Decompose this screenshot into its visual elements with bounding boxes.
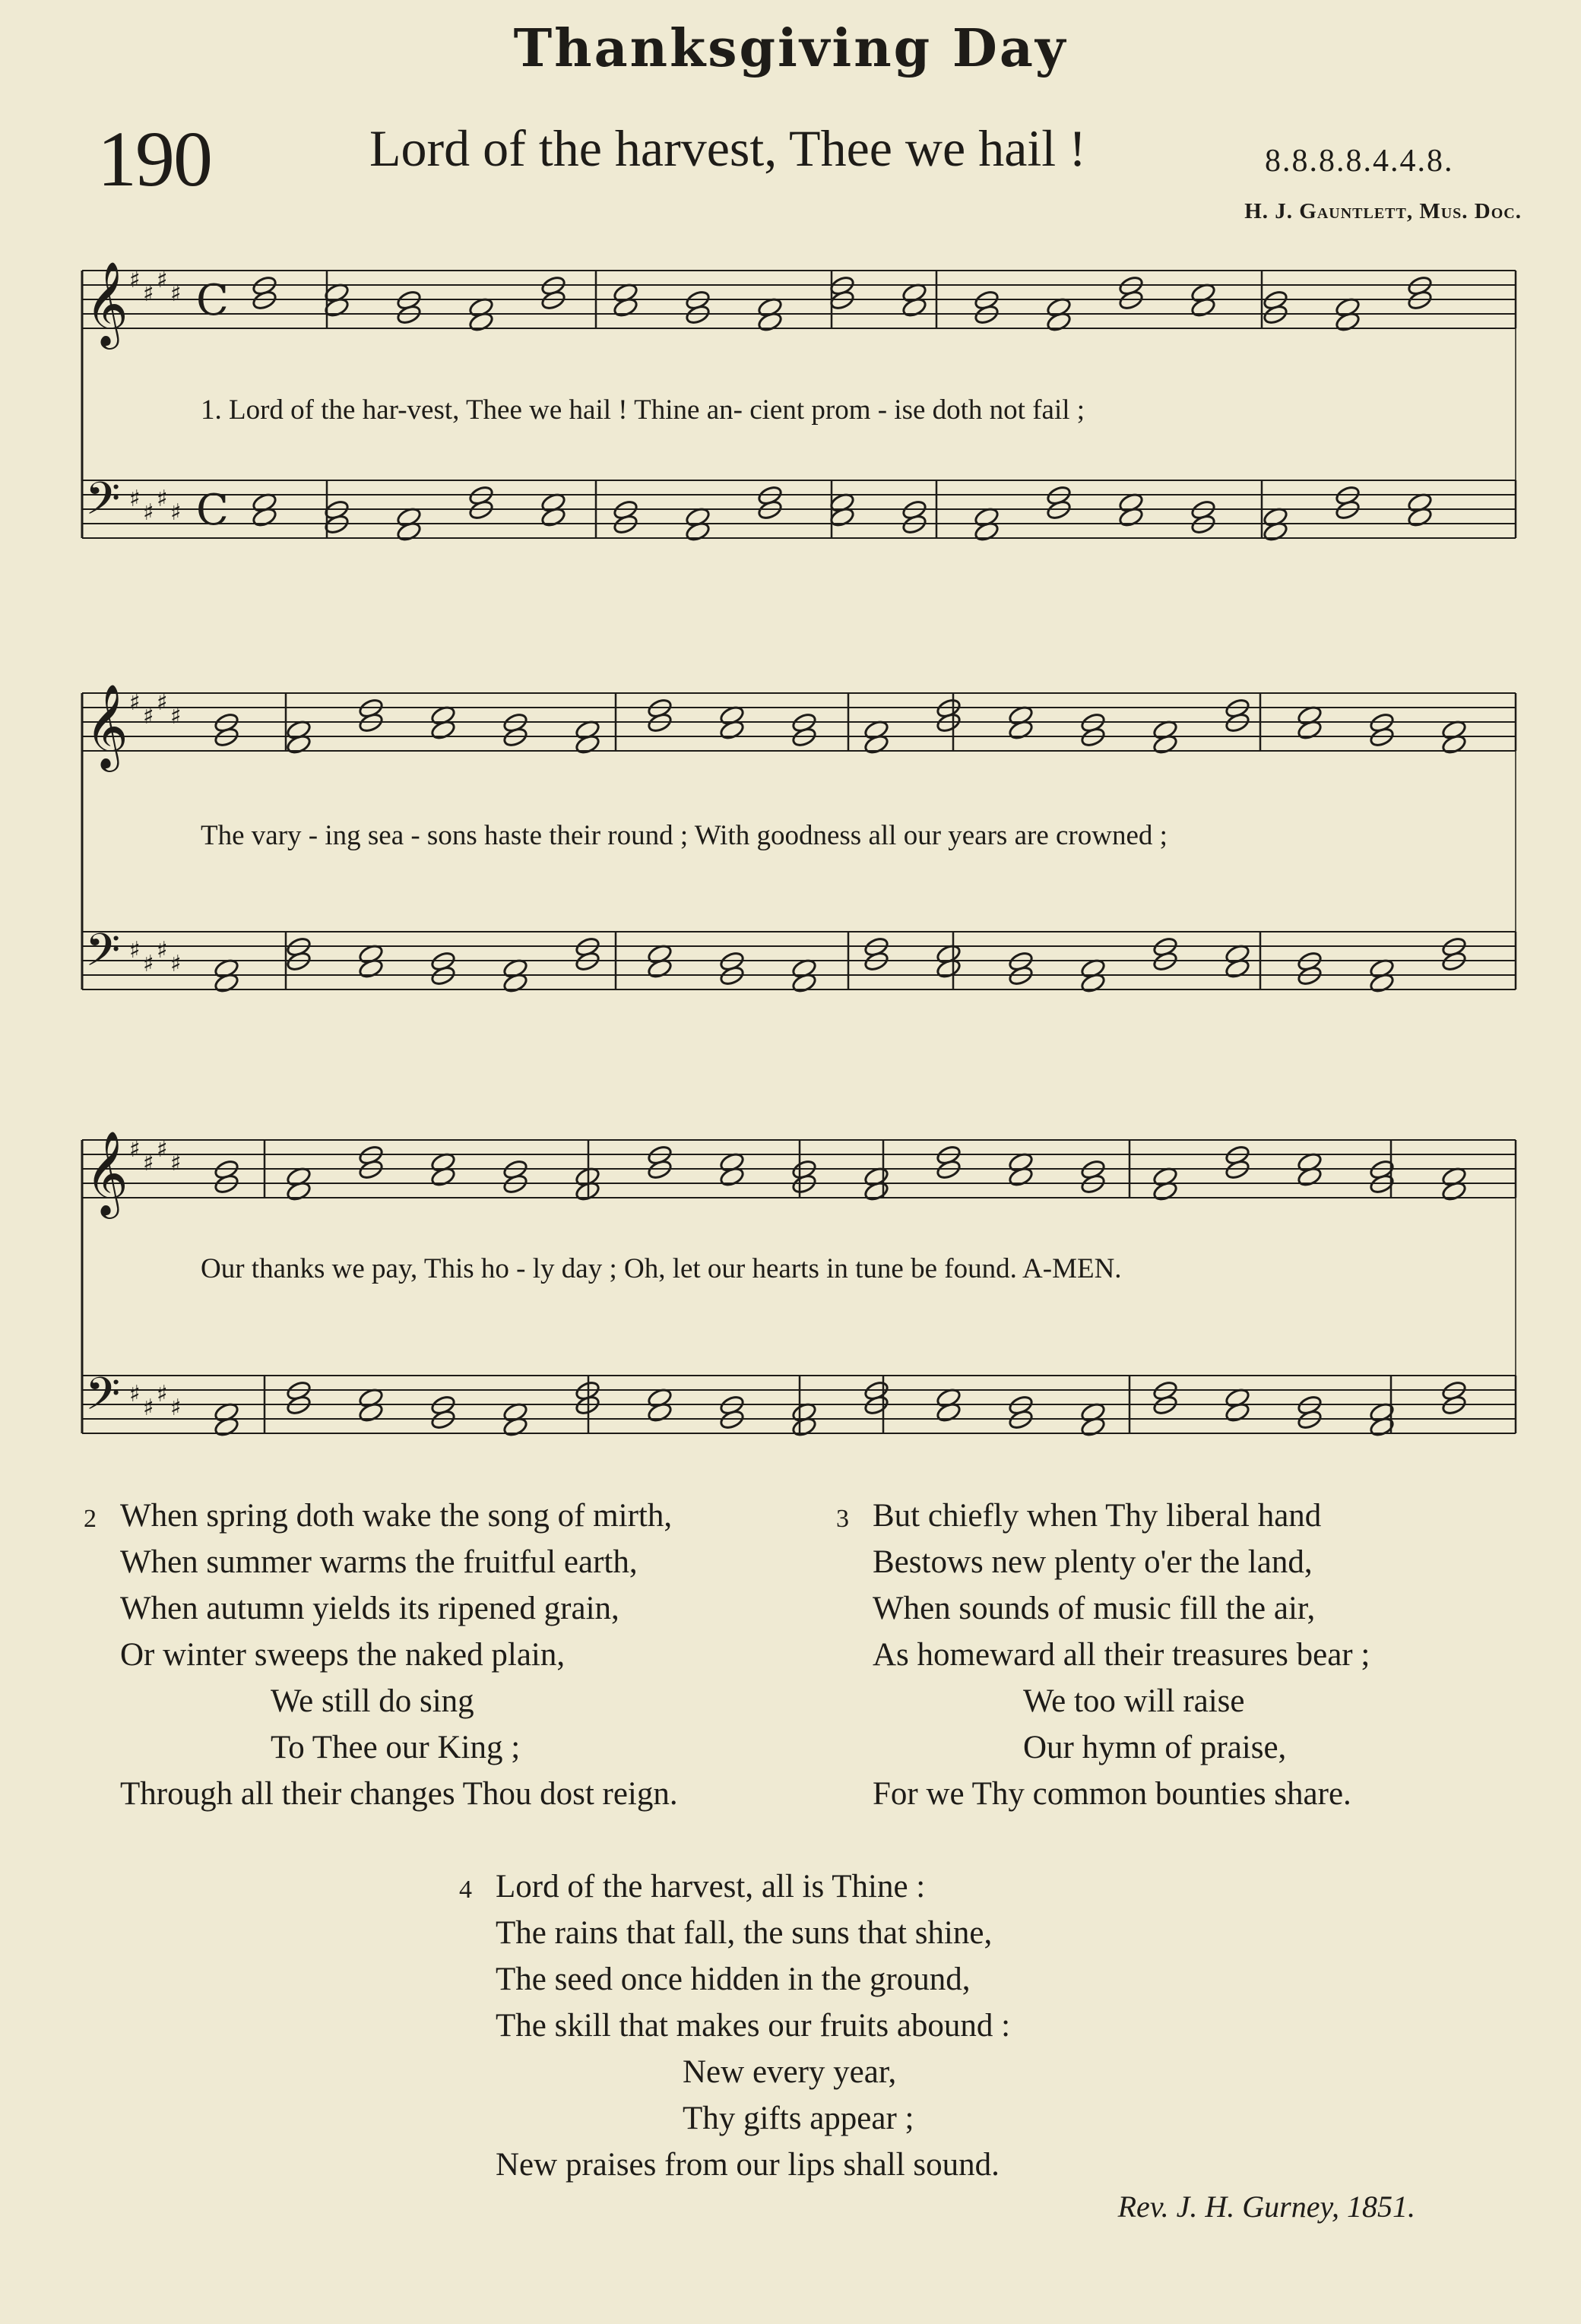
sharp-sign: ♯ [170,951,182,977]
verse-line: When summer warms the fruitful earth, [120,1544,638,1580]
composer-credit: H. J. Gauntlett, Mus. Doc. [1244,199,1522,223]
verse-number: 2 [84,1505,97,1533]
sharp-sign: ♯ [143,499,154,526]
score-lyric-line-2: The vary - ing sea - sons haste their round ; With goodness all our years are crowned ; [201,820,1168,851]
verse-line: But chiefly when Thy liberal hand [873,1498,1322,1534]
verse-3 [836,1493,1370,1817]
hymn-meter: 8.8.8.8.4.4.8. [1265,144,1454,179]
sharp-sign: ♯ [129,486,141,512]
verse-line: When sounds of music fill the air, [873,1591,1316,1626]
verse-line: Thy gifts appear ; [683,2101,914,2136]
verse-line: When spring doth wake the song of mirth, [120,1498,673,1534]
verse-2 [84,1493,678,1817]
sharp-sign: ♯ [170,703,182,730]
sharp-sign: ♯ [129,267,141,293]
sharp-sign: ♯ [170,280,182,307]
author-attribution: Rev. J. H. Gurney, 1851. [1117,2189,1415,2224]
sharp-sign: ♯ [143,1395,154,1421]
score-lyric-line-1: 1. Lord of the har-vest, Thee we hail ! Thine an- cient prom - ise doth not fail ; [201,394,1085,426]
verse-line: Or winter sweeps the naked plain, [120,1637,566,1673]
verse-line: New praises from our lips shall sound. [496,2147,1000,2183]
common-time: C [196,486,229,535]
sharp-sign: ♯ [157,1381,168,1407]
sharp-sign: ♯ [170,1150,182,1176]
treble-clef: 𝄞 [85,683,128,768]
verse-number: 4 [459,1876,472,1904]
verse-4 [459,1863,1011,2188]
bass-clef: 𝄢 [85,472,121,536]
bass-clef: 𝄢 [85,923,121,987]
verse-line: When autumn yields its ripened grain, [120,1591,619,1626]
sharp-sign: ♯ [143,951,154,977]
sharp-sign: ♯ [143,703,154,730]
sharp-sign: ♯ [170,499,182,526]
verse-line: Lord of the harvest, all is Thine : [496,1869,926,1904]
verse-line: To Thee our King ; [271,1730,521,1765]
sharp-sign: ♯ [157,486,168,512]
score-lyric-line-3: Our thanks we pay, This ho - ly day ; Oh, let our hearts in tune be found. A-MEN. [201,1253,1122,1284]
verse-number: 3 [836,1505,849,1533]
verse-line: Our hymn of praise, [1023,1730,1287,1765]
bass-clef: 𝄢 [85,1367,121,1431]
verse-line: As homeward all their treasures bear ; [873,1637,1370,1673]
sharp-sign: ♯ [129,689,141,716]
sharp-sign: ♯ [157,689,168,716]
hymn-number: 190 [97,116,211,203]
verse-line: We too will raise [1023,1683,1245,1719]
sharp-sign: ♯ [157,937,168,964]
verse-line: The skill that makes our fruits abound : [496,2008,1011,2044]
treble-clef: 𝄞 [85,261,128,346]
verse-line: New every year, [683,2054,897,2090]
verse-line: The seed once hidden in the ground, [496,1961,971,1997]
sharp-sign: ♯ [157,1136,168,1163]
sharp-sign: ♯ [129,937,141,964]
sharp-sign: ♯ [129,1136,141,1163]
sharp-sign: ♯ [157,267,168,293]
verse-line: The rains that fall, the suns that shine, [496,1915,993,1951]
treble-clef: 𝄞 [85,1130,128,1215]
verse-line: We still do sing [271,1683,474,1719]
verse-line: Bestows new plenty o'er the land, [873,1544,1313,1580]
hymn-title: Lord of the harvest, Thee we hail ! [369,119,1086,177]
verse-line: For we Thy common bounties share. [873,1776,1351,1812]
section-title: Thanksgiving Day [513,18,1068,79]
sharp-sign: ♯ [143,1150,154,1176]
sharp-sign: ♯ [170,1395,182,1421]
verse-line: Through all their changes Thou dost reign. [120,1776,678,1812]
common-time: C [196,276,229,325]
sharp-sign: ♯ [129,1381,141,1407]
sharp-sign: ♯ [143,280,154,307]
